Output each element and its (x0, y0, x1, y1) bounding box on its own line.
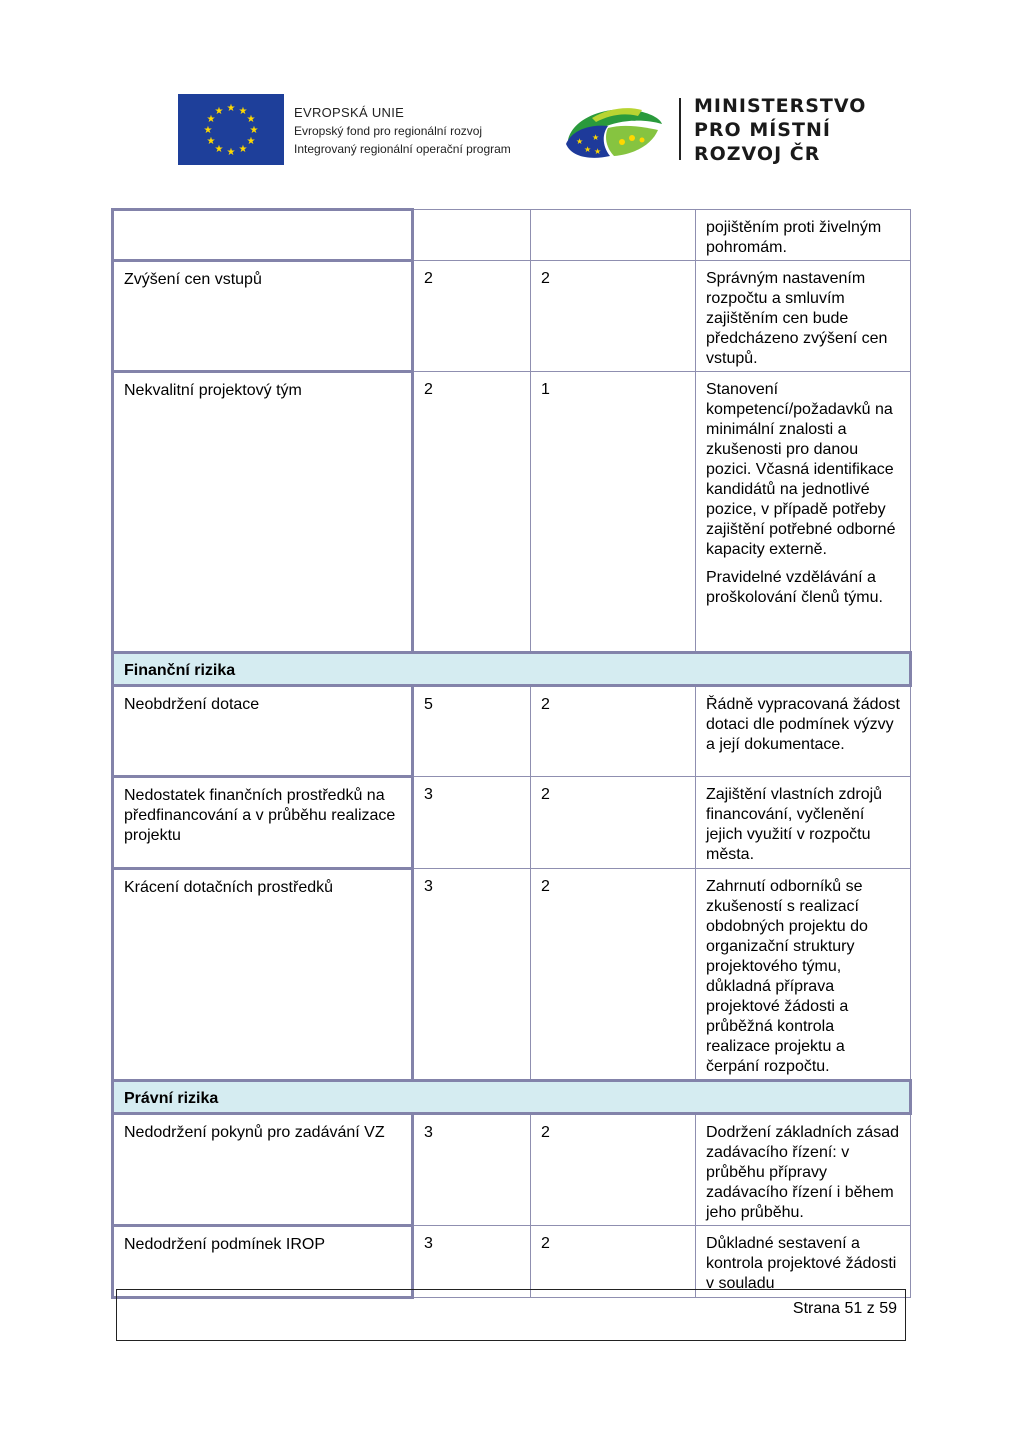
table-row (113, 1114, 911, 1226)
mitigation-cell (696, 372, 911, 653)
svg-text:★: ★ (576, 137, 584, 146)
table-row (113, 372, 911, 653)
probability-cell (413, 210, 531, 261)
ministry-name (694, 94, 866, 166)
probability-cell: 3 (413, 869, 531, 1081)
risk-name-cell: Nedostatek finančních prostředků na předfinancování a v průběhu realizace projektu (113, 777, 413, 869)
table-row (113, 210, 911, 261)
eu-stars-icon (178, 94, 284, 165)
impact-cell: 2 (531, 686, 696, 777)
svg-text:★: ★ (226, 103, 236, 114)
mitigation-text: pojištěním proti živelným pohromám. (706, 219, 882, 256)
svg-text:★: ★ (594, 147, 602, 156)
risk-name-cell: Nekvalitní projektový tým (113, 372, 413, 653)
impact-cell: 2 (531, 1226, 696, 1298)
mitigation-text: Zajištění vlastních zdrojů financování, vyčlenění jejich využití v rozpočtu města. (706, 786, 883, 863)
page-header (0, 0, 1024, 200)
svg-text:★: ★ (203, 125, 213, 136)
eu-line-3: Integrovaný regionální operační program (294, 142, 511, 156)
probability-cell: 3 (413, 777, 531, 869)
svg-text:★: ★ (584, 145, 592, 154)
mitigation-cell (696, 261, 911, 372)
impact-cell: 1 (531, 372, 696, 653)
svg-text:★: ★ (206, 136, 216, 147)
probability-cell: 3 (413, 1114, 531, 1226)
probability-cell: 2 (413, 372, 531, 653)
risk-name-cell: Neobdržení dotace (113, 686, 413, 777)
page-footer (116, 1289, 906, 1341)
eu-flag-logo (178, 94, 284, 165)
mitigation-text: Důkladné sestavení a kontrola projektové žádosti v souladu (706, 1235, 897, 1292)
svg-text:★: ★ (592, 133, 600, 142)
risk-table (111, 208, 912, 1299)
mmr-logo-icon (562, 100, 666, 162)
svg-text:★: ★ (226, 147, 236, 158)
mitigation-text: Dodržení základních zásad zadávacího řízení: v průběhu přípravy zadávacího řízení i během jeho průběhu. (706, 1124, 899, 1221)
mitigation-cell (696, 210, 911, 261)
impact-cell: 2 (531, 869, 696, 1081)
logo-divider (679, 98, 681, 160)
page-number: Strana 51 z 59 (792, 1300, 897, 1317)
risk-name-cell: Krácení dotačních prostředků (113, 869, 413, 1081)
svg-text:★: ★ (214, 106, 224, 117)
section-title: Právní rizika (113, 1081, 911, 1114)
ministry-line-3: ROZVOJ ČR (694, 143, 821, 165)
svg-text:★: ★ (246, 136, 256, 147)
mitigation-cell (696, 686, 911, 777)
svg-text:★: ★ (206, 114, 216, 125)
section-header-row (113, 1081, 911, 1114)
mitigation-cell (696, 1226, 911, 1298)
table-row (113, 261, 911, 372)
mitigation-cell (696, 1114, 911, 1226)
section-header-row (113, 653, 911, 686)
table-row (113, 777, 911, 869)
mitigation-cell (696, 777, 911, 869)
mitigation-text: Pravidelné vzdělávání a proškolování členů týmu. (706, 569, 883, 606)
mitigation-text: Správným nastavením rozpočtu a smluvím zajištěním cen bude předcházeno zvýšení cen vstupů. (706, 270, 888, 367)
risk-name-cell: Nedodržení pokynů pro zadávání VZ (113, 1114, 413, 1226)
eu-program-text (294, 104, 511, 158)
ministry-line-2: PRO MÍSTNÍ (694, 119, 831, 141)
mitigation-text: Řádně vypracovaná žádost dotaci dle podmínek výzvy a její dokumentace. (706, 696, 900, 753)
table-row (113, 686, 911, 777)
mitigation-text: Stanovení kompetencí/požadavků na minimální znalosti a zkušenosti pro danou pozici. Včasná identifikace kandidátů na jednotlivé pozice, v případě potřeby zajištění potřebné odborné kapacity externě. (706, 381, 896, 558)
impact-cell (531, 210, 696, 261)
svg-text:★: ★ (238, 106, 248, 117)
eu-line-2: Evropský fond pro regionální rozvoj (294, 124, 483, 138)
probability-cell: 5 (413, 686, 531, 777)
impact-cell: 2 (531, 777, 696, 869)
probability-cell: 3 (413, 1226, 531, 1298)
section-title: Finanční rizika (113, 653, 911, 686)
svg-text:★: ★ (249, 125, 259, 136)
table-row (113, 869, 911, 1081)
ministry-line-1: MINISTERSTVO (694, 95, 867, 117)
impact-cell: 2 (531, 261, 696, 372)
table-row (113, 1226, 911, 1298)
eu-line-1: EVROPSKÁ UNIE (294, 105, 405, 120)
risk-name-cell: Nedodržení podmínek IROP (113, 1226, 413, 1298)
mitigation-text: Zahrnutí odborníků se zkušeností s realizací obdobných projektu do organizační struktury projektového týmu, důkladná příprava projektové žádosti a průběžná kontrola realizace projektu a čerpání rozpočtu. (706, 878, 868, 1075)
svg-text:★: ★ (214, 144, 224, 155)
impact-cell: 2 (531, 1114, 696, 1226)
risk-name-cell: Zvýšení cen vstupů (113, 261, 413, 372)
svg-text:★: ★ (238, 144, 248, 155)
svg-text:★: ★ (246, 114, 256, 125)
mitigation-cell (696, 869, 911, 1081)
risk-name-cell (113, 210, 413, 261)
probability-cell: 2 (413, 261, 531, 372)
